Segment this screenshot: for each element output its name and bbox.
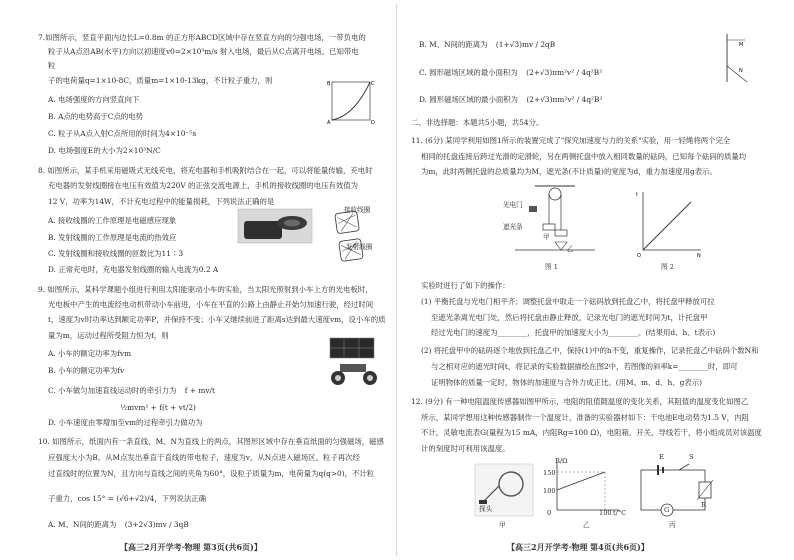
section-2-heading: 二、非选择题：本题共5小题，共54分。: [411, 118, 544, 127]
q10-line2: 应强度大小为B。从M点发出垂直于直线的带电粒子，速度为v，从N点进入磁场区。粒子再次经: [48, 453, 360, 462]
q10-option-a: A. M、N间的距离为 (3+2√3)mv / 3qB: [48, 520, 189, 529]
svg-text:D: D: [371, 120, 375, 126]
q8-option-b: B. 发射线圈的工作原理是电流的热效应: [48, 233, 177, 242]
q10-line1: 10. 如图所示，纸面内有一条直线，M、N为直线上的两点，其图形区域中存在垂直纸面的匀强磁场，磁感: [38, 437, 384, 446]
q7-line3: 粒: [48, 61, 56, 70]
q11-fig2-graph: [633, 188, 705, 258]
q9-line2: 光电板中产生的电流经电动机带动小车前进，小车在平直的公路上由静止开始匀加速行驶，经过时间: [48, 300, 374, 309]
q10-option-d: D. 圆形磁场区域的最小面积为 (2+√3)πm²v² / 4q²B²: [419, 95, 603, 104]
q7-option-a: A. 电场强度的方向竖直向下: [48, 95, 140, 104]
q10-line-diagram: [709, 30, 759, 86]
q11-line3: 为m，此时两侧托盘的总质量均为M，遮光条(不计质量)的宽度为d，重力加速度用g表示。: [421, 167, 717, 176]
q12-line4: 计的刻度时可利用该温度。: [421, 444, 510, 453]
svg-text:C: C: [371, 81, 375, 87]
battery-label: E: [659, 453, 664, 461]
q9-line3: t，速度为v时功率达到额定功率P，并保持不变；小车又继续前进了距离s达到最大速度vm，设小车的质: [48, 315, 386, 324]
q10-line4: 子重力，cos 15° = (√6+√2)/4，下列说法正确: [48, 494, 206, 503]
q8-option-c: C. 发射线圈和接收线圈的匝数比为11∶3: [48, 249, 184, 258]
galvanometer-label: G: [664, 506, 670, 514]
photogate-label: 光电门: [503, 201, 523, 209]
r-axis-label: R/Ω: [555, 457, 568, 465]
q7-line1: 7.如图所示，竖直平面内边长L=0.8m 的正方形ABCD区域中存在竖直方向的匀强电场，一带负电的: [38, 33, 366, 42]
solar-car-photo: [326, 334, 382, 390]
q11-step2-line2: 与之相对应的遮光时间t，将记录的实验数据描绘在图2中，若图像的斜率k=________时，即可: [431, 362, 738, 371]
q7-line2: 粒子从A点沿AB(水平)方向以初速度v0=2×10³m/s 射入电场，最后从C点离开电场。已知带电: [48, 47, 359, 56]
q11-step1-line2: 至遮光条离光电门处，然后将托盘由静止释放，记录光电门的遮光时间为t，计托盘甲: [431, 313, 708, 322]
q10-line3: 过直线时的位置为N，且方向与直线之间的夹角为60°，设粒子质量为m，电荷量为q(q>0)，不计粒: [48, 469, 375, 478]
right-page: [397, 0, 794, 560]
svg-text:O: O: [637, 253, 641, 258]
svg-text:M: M: [739, 42, 744, 48]
q11-step1-line3: 经过光电门的速度为________，托盘甲的加速度大小为________。(结果用d、h、t表示): [431, 328, 716, 337]
tray-jia-label: 甲: [543, 233, 550, 241]
tick-150: 150: [543, 469, 556, 477]
q7-line4: 子的电荷量q=1×10-8C，质量m=1×10-13kg，不计粒子重力，则: [48, 76, 273, 85]
q11-line2: 相同的托盘连接后跨过光滑的定滑轮，另在两侧托盘中放入相同数量的砝码，已知每个砝码的质量均: [421, 152, 747, 161]
svg-text:B: B: [327, 81, 331, 87]
q7-option-d: D. 电场强度E的大小为2×10³N/C: [48, 146, 161, 155]
svg-text:t: t: [636, 192, 638, 198]
q8-line1: 8. 如图所示，某手机采用磁吸式无线充电，将充电器和手机吸附结合在一起，可以将能量传输，充电时: [38, 166, 373, 175]
svg-text:N: N: [697, 253, 701, 258]
q11-step2-line1: (2) 将托盘甲中的砝码逐个地放到托盘乙中，保持(1)中的h不变，重复操作，记录托盘乙中砝码个数N和: [421, 346, 759, 355]
q7-option-c: C. 粒子从A点入射C点所用的时间为4×10⁻⁵s: [48, 129, 197, 138]
left-page-footer: 【高三2月开学考·物理 第3页(共6页)】: [120, 542, 262, 552]
q10-option-c: C. 圆形磁场区域的最小面积为 (2+√3)πm²v² / 4q²B²: [419, 68, 603, 77]
q9-option-b: B. 小车的额定功率为fv: [48, 366, 125, 375]
q8-option-a: A. 接收线圈的工作原理是电磁感应现象: [48, 216, 177, 225]
q12-line2: 所示，某同学想用这种传感器制作一个温度计，准备的实验器材如下：干电池E电动势为1.5 V，内阻: [421, 413, 749, 422]
q9-option-c: C. 小车做匀加速直线运动时的牵引力为 f + mv/t: [48, 386, 215, 395]
q8-line3: 12 V，功率为14W，不计充电过程中的能量损耗，下列说法正确的是: [48, 197, 275, 206]
t-axis-label: t/°C: [613, 509, 627, 517]
tick-0: 0: [547, 509, 552, 517]
right-page-footer: 【高三2月开学考·物理 第4页(共6页)】: [507, 542, 649, 552]
q11-step2-line3: 证明物体的质量一定时，物体的加速度与合外力成正比。(用M、m、d、h、g表示): [431, 378, 703, 387]
receive-coil-label: 接收线圈: [344, 206, 371, 214]
q9-line1: 9. 如图所示，某科学课题小组进行利用太阳能驱动小车的实验，当太阳光照射到小车上方的光电板时，: [38, 285, 373, 294]
fig-jia-caption: 甲: [499, 521, 506, 529]
q9-option-c-formula2: ½mvm² + f(t + vt/2): [120, 403, 196, 412]
q9-line4: 量为m，运动过程所受阻力恒为f，则: [48, 331, 169, 340]
q11-step1-line1: (1) 平衡托盘与光电门相平齐；调整托盘中取走一个砝码放到托盘乙中，将托盘甲释放可拉: [421, 297, 715, 306]
svg-text:N: N: [739, 68, 743, 74]
tray-yi-label: 乙: [567, 245, 574, 253]
svg-text:A: A: [327, 120, 331, 126]
q12-line3: 不计，灵敏电流表G(量程为15 mA，内阻Rg=100 Ω)，电阻箱，开关，导线若干，将小组成员对该温度: [421, 428, 762, 437]
fig-yi-caption: 乙: [583, 521, 590, 529]
probe-label: 探头: [479, 505, 493, 513]
transmit-coil-label: 发射线圈: [346, 243, 373, 251]
q12-line1: 12. (9分) 有一种电阻温度传感器如图甲所示，电阻的阻值随温度的变化关系，其阻值的温度变化如图乙: [411, 397, 749, 406]
q10-option-b: B. M、N间的距离为 (1+√3)mv / 2qB: [419, 40, 556, 49]
resistor-label: R: [701, 501, 706, 509]
shading-bar-label: 遮光条: [503, 223, 523, 231]
fig2-caption: 图 2: [661, 263, 674, 271]
fig1-caption: 图 1: [545, 263, 558, 271]
q11-line1: 11. (6分) 某同学利用如图1所示的装置完成了"探究加速度与力的关系"实验，用一轻绳将两个完全: [411, 136, 731, 145]
q9-option-a: A. 小车的额定功率为fvm: [48, 349, 132, 358]
q11-steps-intro: 实验时进行了如下的操作：: [421, 281, 510, 290]
q8-line2: 充电器的发射线圈接在电压有效值为220V 的正弦交流电源上，手机的接收线圈的电压有效值为: [48, 181, 359, 190]
fig-bing-caption: 丙: [669, 521, 676, 529]
tick-100: 100: [543, 487, 556, 495]
q9-option-d: D. 小车速度由零增加至vm的过程牵引力做功为: [48, 418, 203, 427]
q8-option-d: D. 正常充电时，充电器发射线圈的输入电流为0.2 A: [48, 265, 219, 274]
q7-option-b: B. A点的电势高于C点的电势: [48, 112, 144, 121]
tick-100-x: 100: [599, 509, 612, 517]
q7-field-diagram: [326, 76, 376, 128]
switch-label: S: [689, 453, 694, 461]
charger-photo: [236, 205, 316, 247]
